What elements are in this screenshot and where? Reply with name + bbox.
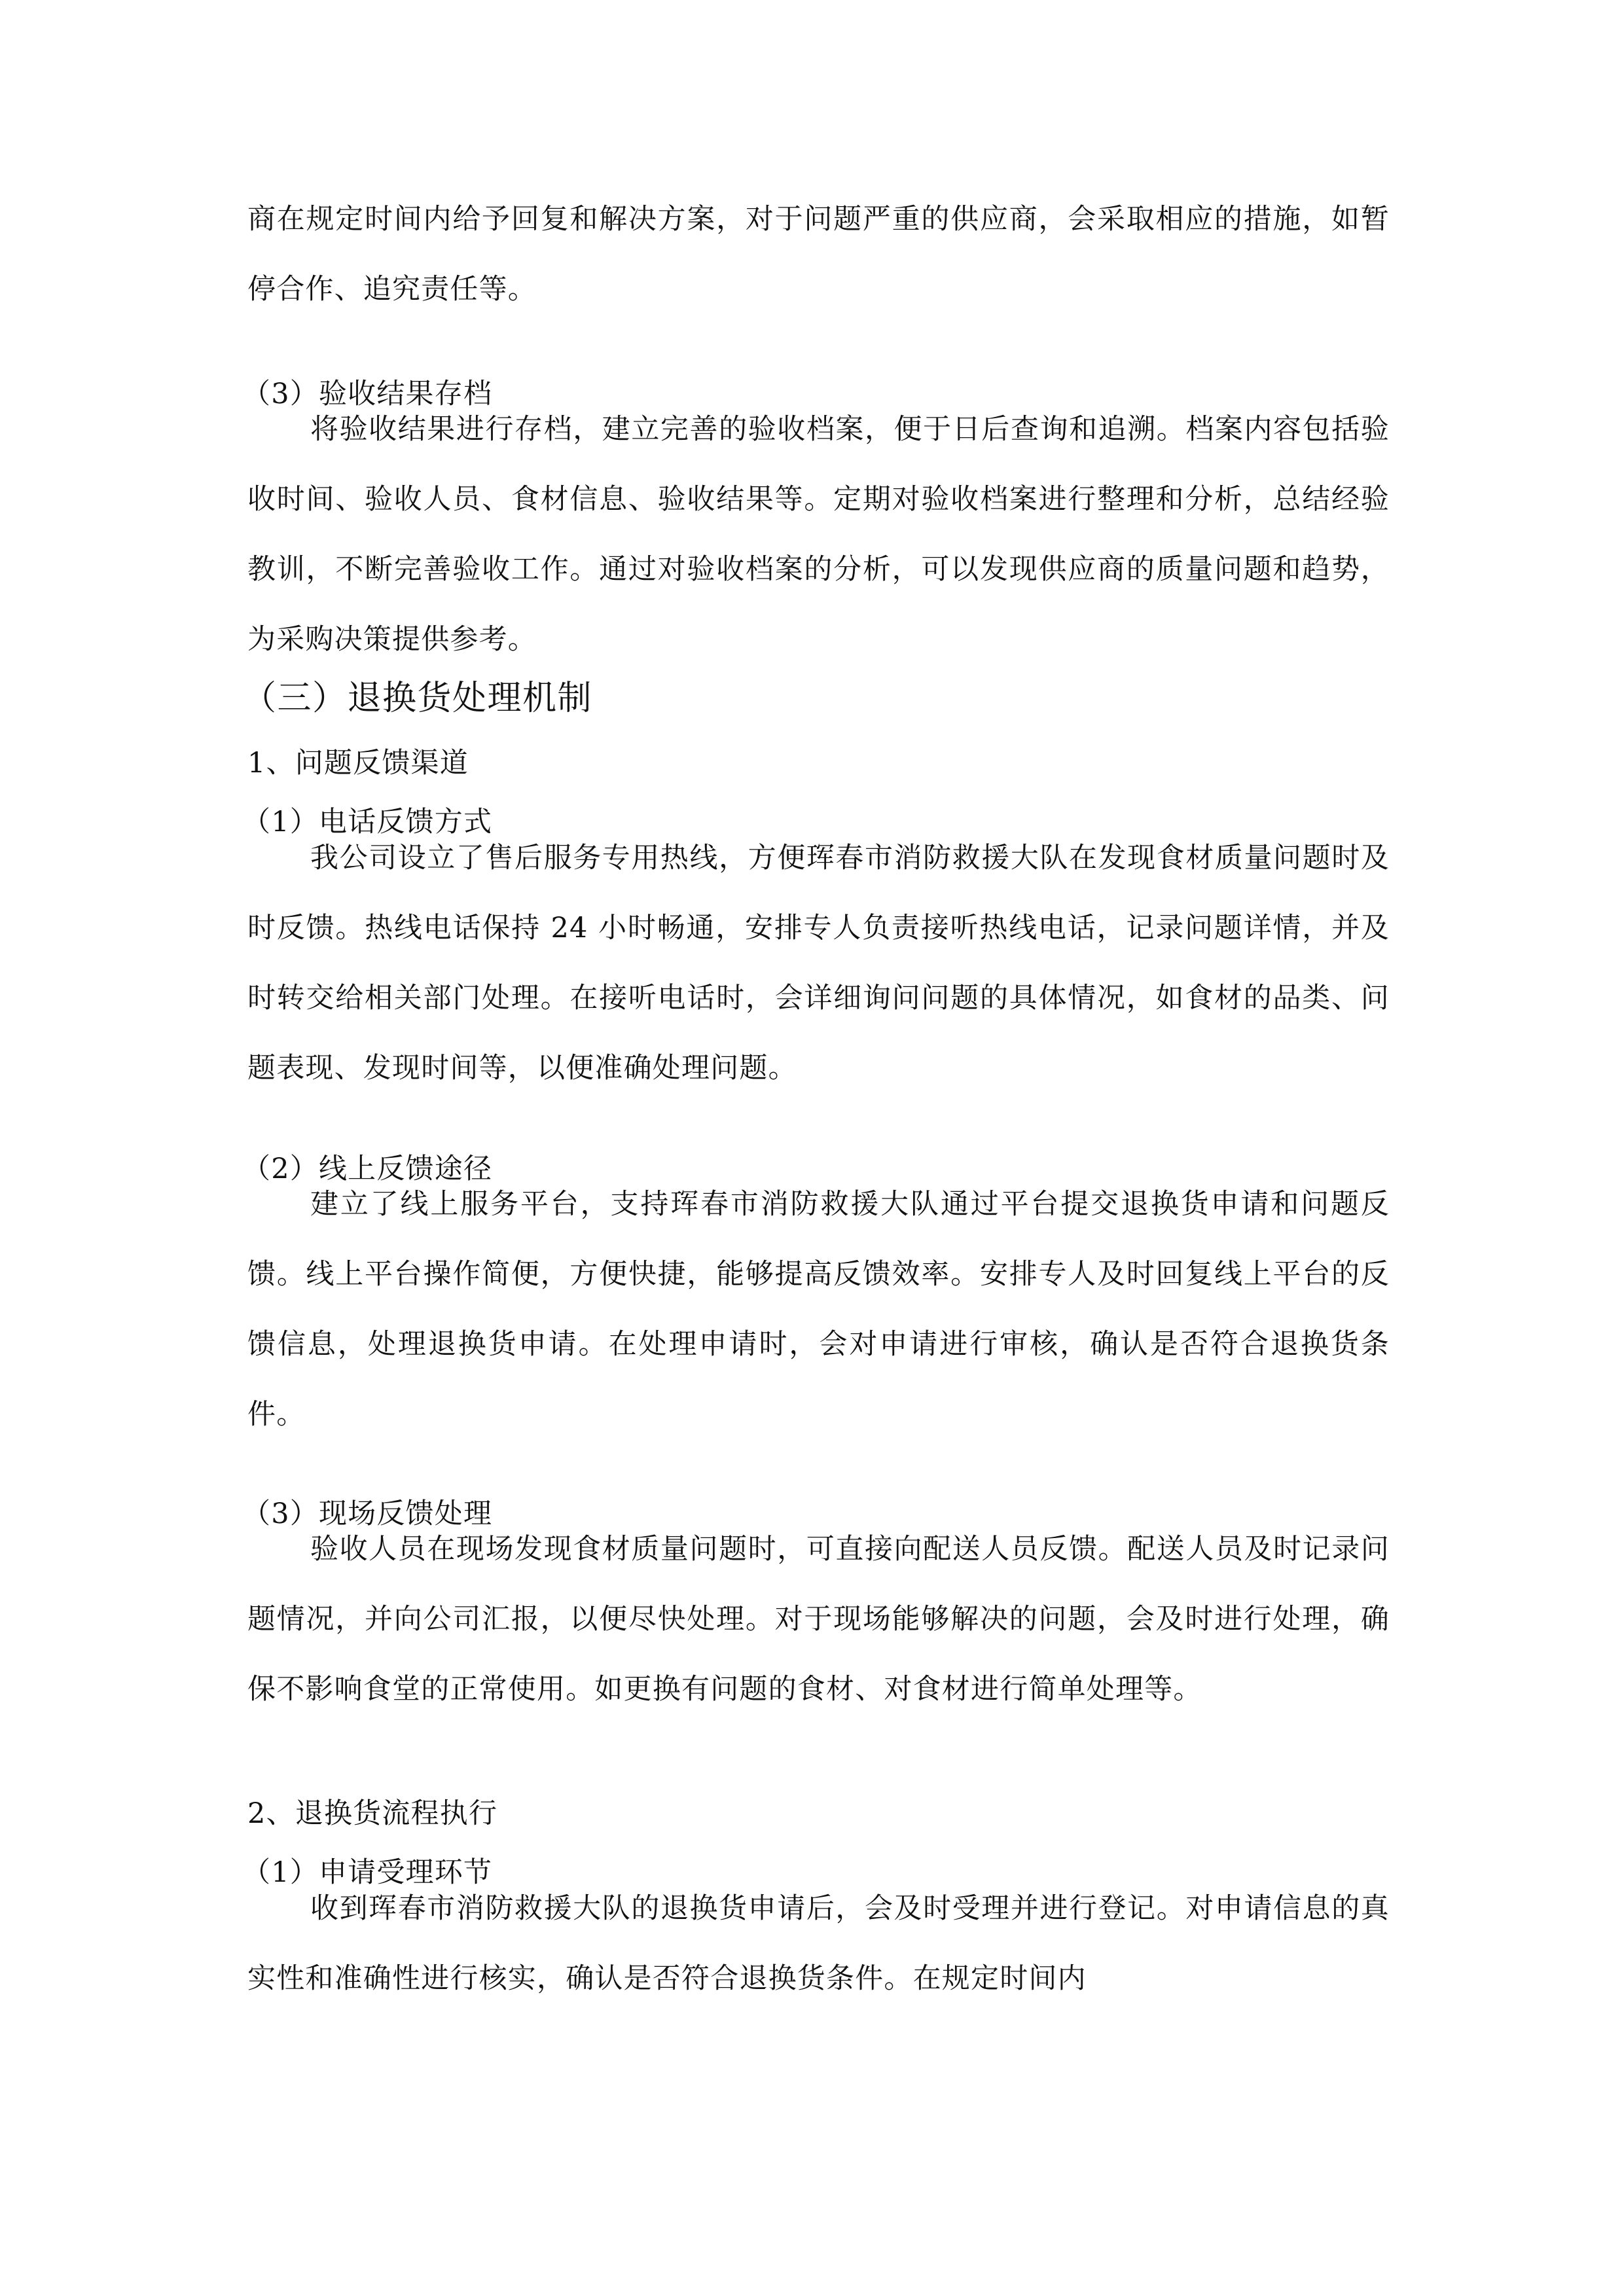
section-heading-returns: （三）退换货处理机制 — [242, 679, 593, 718]
paragraph-onsite-feedback: 验收人员在现场发现食材质量问题时，可直接向配送人员反馈。配送人员及时记录问题情况，并向公司汇报，以便尽快处理。对于现场能够解决的问题，会及时进行处理，确保不影响食堂的正常使用。如更换有问题的食材、对食材进行简单处理等。 — [247, 1533, 1390, 1706]
paragraph-supplier-response: 商在规定时间内给予回复和解决方案，对于问题严重的供应商，会采取相应的措施，如暂停合作、追究责任等。 — [247, 203, 1390, 306]
paragraph-archive: 将验收结果进行存档，建立完善的验收档案，便于日后查询和追溯。档案内容包括验收时间、验收人员、食材信息、验收结果等。定期对验收档案进行整理和分析，总结经验教训，不断完善验收工作。通过对验收档案的分析，可以发现供应商的质量问题和趋势，为采购决策提供参考。 — [247, 413, 1390, 656]
subheading-onsite-feedback: （3）现场反馈处理 — [242, 1498, 493, 1530]
item-feedback-channels: 1、问题反馈渠道 — [247, 747, 469, 780]
subheading-archive: （3）验收结果存档 — [242, 378, 493, 410]
subheading-online-feedback: （2）线上反馈途径 — [242, 1153, 493, 1185]
subheading-application-acceptance: （1）申请受理环节 — [242, 1856, 493, 1889]
paragraph-online-feedback: 建立了线上服务平台，支持珲春市消防救援大队通过平台提交退换货申请和问题反馈。线上平台操作简便，方便快捷，能够提高反馈效率。安排专人及时回复线上平台的反馈信息，处理退换货申请。在处理申请时，会对申请进行审核，确认是否符合退换货条件。 — [247, 1188, 1390, 1431]
item-return-process: 2、退换货流程执行 — [247, 1797, 498, 1830]
paragraph-application-acceptance: 收到珲春市消防救援大队的退换货申请后，会及时受理并进行登记。对申请信息的真实性和准确性进行核实，确认是否符合退换货条件。在规定时间内 — [247, 1892, 1390, 1995]
paragraph-phone-feedback: 我公司设立了售后服务专用热线，方便珲春市消防救援大队在发现食材质量问题时及时反馈。热线电话保持 24 小时畅通，安排专人负责接听热线电话，记录问题详情，并及时转交给相关部门处理。在接听电话时，会详细询问问题的具体情况，如食材的品类、问题表现、发现时间等，以便准确处理问题。 — [247, 842, 1390, 1085]
subheading-phone-feedback: （1）电话反馈方式 — [242, 806, 493, 838]
